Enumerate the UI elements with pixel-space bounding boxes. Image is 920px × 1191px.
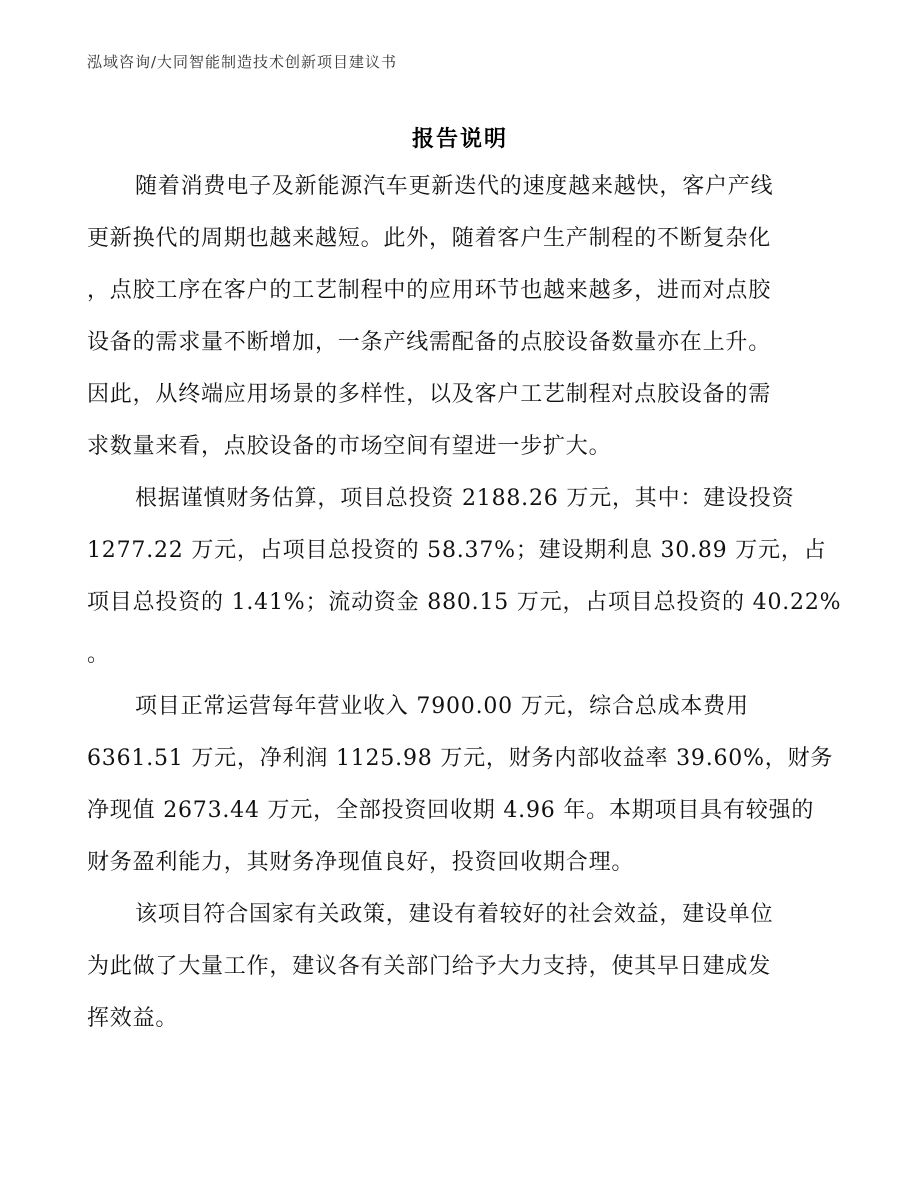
text-line: ，点胶工序在客户的工艺制程中的应用环节也越来越多，进而对点胶	[87, 278, 772, 303]
text-line: 1277.22 万元，占项目总投资的 58.37%；建设期利息 30.89 万元，占	[87, 538, 827, 563]
page-title: 报告说明	[411, 126, 508, 152]
text-line: 净现值 2673.44 万元，全部投资回收期 4.96 年。本期项目具有较强的	[87, 798, 815, 823]
text-line: 挥效益。	[87, 1006, 179, 1031]
paragraph-market-outlook	[87, 161, 827, 473]
text-line: 随着消费电子及新能源汽车更新迭代的速度越来越快，客户产线	[135, 174, 774, 199]
text-line: 更新换代的周期也越来越短。此外，随着客户生产制程的不断复杂化	[87, 226, 772, 251]
text-line: 因此，从终端应用场景的多样性，以及客户工艺制程对点胶设备的需	[87, 382, 772, 407]
paragraph-financials	[87, 681, 834, 889]
text-line: 该项目符合国家有关政策，建设有着较好的社会效益，建设单位	[135, 902, 774, 927]
text-line: 为此做了大量工作，建议各有关部门给予大力支持，使其早日建成发	[87, 954, 772, 979]
text-line: 项目总投资的 1.41%；流动资金 880.15 万元，占项目总投资的 40.22%	[87, 590, 842, 615]
paragraph-investment	[87, 473, 842, 681]
paragraph-conclusion	[87, 889, 827, 1045]
text-line: 6361.51 万元，净利润 1125.98 万元，财务内部收益率 39.60%，财务	[87, 746, 834, 771]
text-line: 求数量来看，点胶设备的市场空间有望进一步扩大。	[87, 434, 612, 459]
text-line: 项目正常运营每年营业收入 7900.00 万元，综合总成本费用	[135, 694, 749, 719]
text-line: 设备的需求量不断增加，一条产线需配备的点胶设备数量亦在上升。	[87, 330, 772, 355]
text-line: 。	[87, 642, 110, 667]
text-line: 根据谨慎财务估算，项目总投资 2188.26 万元，其中：建设投资	[135, 486, 795, 511]
text-line: 财务盈利能力，其财务净现值良好，投资回收期合理。	[87, 850, 635, 875]
document-body	[87, 161, 842, 1045]
running-header: 泓域咨询/大同智能制造技术创新项目建议书	[87, 53, 398, 71]
